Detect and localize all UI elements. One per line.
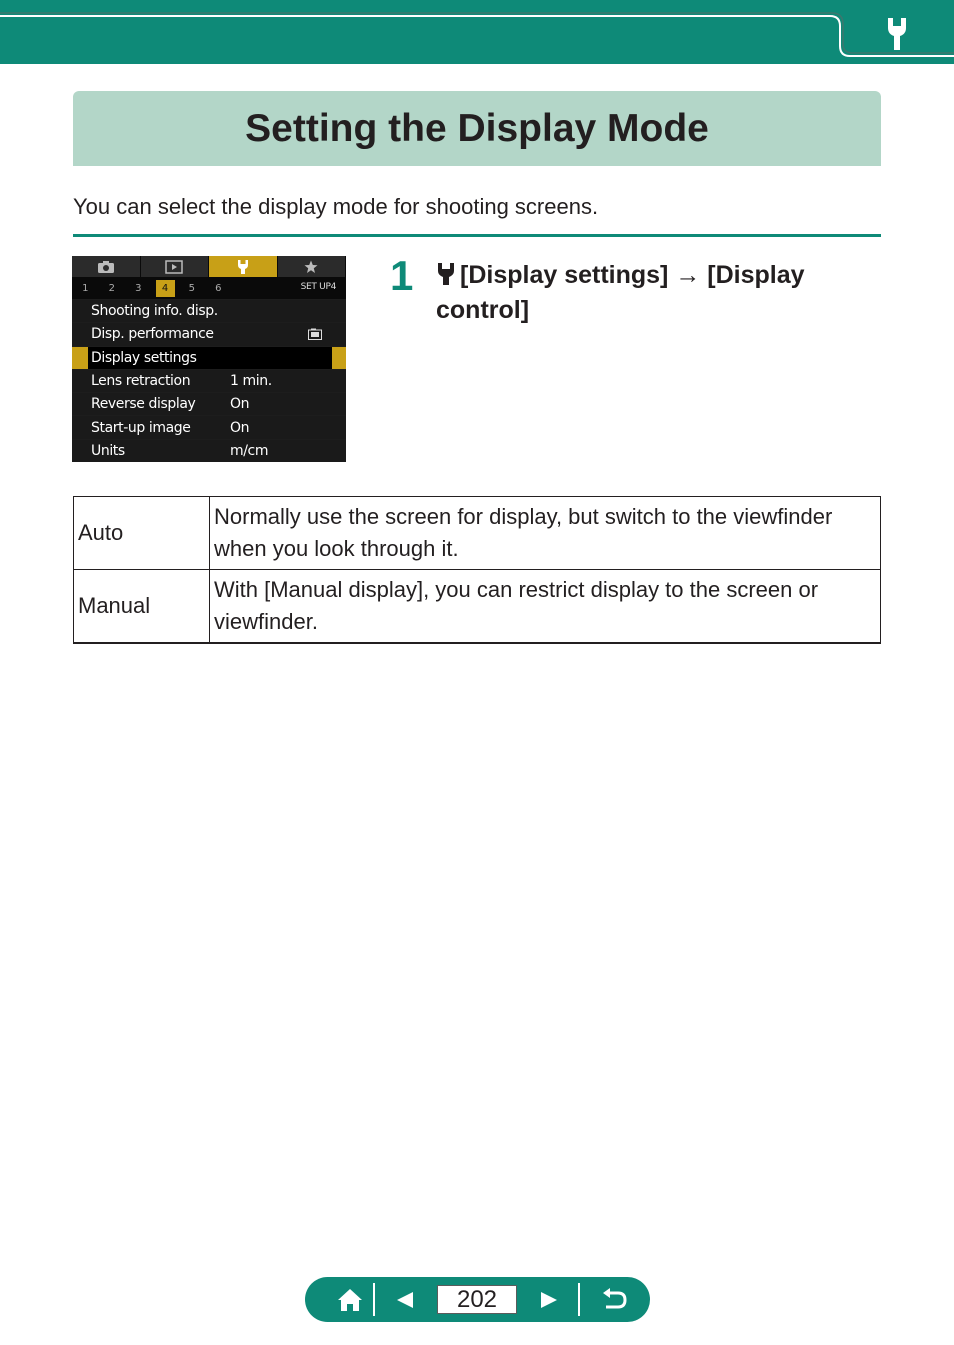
mode-name: Manual	[74, 570, 210, 644]
page-title-box	[73, 91, 881, 166]
nav-separator	[578, 1283, 580, 1316]
table-row	[74, 497, 881, 570]
prev-arrow-icon	[395, 1291, 415, 1309]
menu-row	[72, 322, 346, 345]
nav-separator	[373, 1283, 375, 1316]
setup-page-label: SET UP4	[300, 282, 336, 292]
step-instruction-text: [Display settings] → [Display control]	[436, 261, 805, 324]
menu-row-label: Shooting info. disp.	[91, 303, 218, 320]
star-icon	[278, 256, 347, 277]
mode-description: With [Manual display], you can restrict display to the screen or viewfinder.	[210, 570, 881, 644]
menu-page-number-active: 4	[156, 280, 175, 297]
menu-row-selected	[72, 346, 346, 369]
menu-row	[72, 439, 346, 462]
page-navigation-bar	[305, 1277, 650, 1322]
page-title: Setting the Display Mode	[245, 106, 709, 150]
menu-page-number: 3	[135, 282, 142, 294]
menu-row-label: Reverse display	[91, 396, 196, 413]
camera-menu-tabs	[72, 256, 346, 277]
next-page-button[interactable]	[529, 1277, 569, 1322]
home-button[interactable]	[325, 1277, 375, 1322]
menu-page-number: 2	[108, 282, 115, 294]
menu-row-label: Disp. performance	[91, 326, 214, 343]
back-icon	[600, 1288, 628, 1312]
menu-row	[72, 299, 346, 322]
menu-row	[72, 415, 346, 438]
menu-row-label: Lens retraction	[91, 373, 191, 390]
top-header-bar	[0, 0, 954, 64]
menu-row-label: Display settings	[91, 349, 197, 366]
wrench-icon	[209, 256, 278, 277]
camera-menu-page-numbers	[72, 277, 346, 299]
menu-row-value: m/cm	[230, 442, 269, 459]
mode-description: Normally use the screen for display, but switch to the viewfinder when you look through it.	[210, 497, 881, 570]
camera-icon	[72, 256, 141, 277]
menu-row	[72, 392, 346, 415]
step-instruction	[436, 258, 856, 328]
back-button[interactable]	[589, 1277, 639, 1322]
playback-icon	[141, 256, 210, 277]
menu-row-value: On	[230, 396, 250, 413]
mode-name: Auto	[74, 497, 210, 570]
step-number: 1	[390, 252, 414, 299]
menu-row	[72, 369, 346, 392]
menu-row-label: Start-up image	[91, 419, 191, 436]
menu-page-number: 5	[188, 282, 195, 294]
table-row	[74, 570, 881, 644]
display-mode-table	[73, 496, 881, 644]
camera-menu-screenshot	[72, 256, 346, 462]
section-divider	[73, 234, 881, 237]
menu-row-value: 1 min.	[230, 373, 272, 390]
menu-row-value: On	[230, 419, 250, 436]
home-icon	[336, 1287, 364, 1313]
menu-row-label: Units	[91, 442, 125, 459]
menu-page-number: 1	[82, 282, 89, 294]
next-arrow-icon	[539, 1291, 559, 1309]
menu-page-number: 6	[215, 282, 222, 294]
wrench-icon[interactable]	[878, 14, 918, 54]
previous-page-button[interactable]	[385, 1277, 425, 1322]
intro-text: You can select the display mode for shooting screens.	[73, 194, 599, 219]
wrench-icon	[436, 262, 456, 286]
movie-mode-icon	[308, 328, 322, 344]
page-number: 202	[437, 1285, 517, 1314]
